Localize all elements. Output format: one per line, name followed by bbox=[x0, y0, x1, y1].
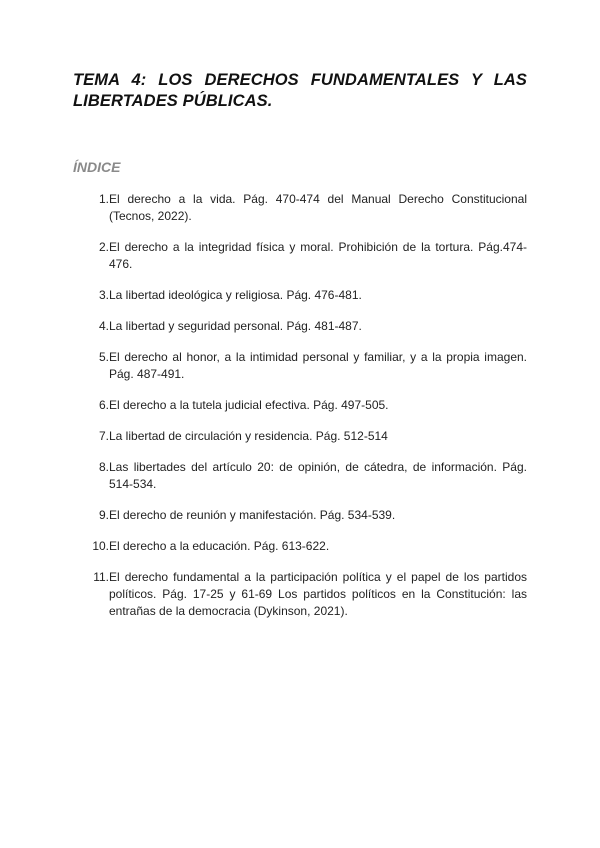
toc-item-number: 2. bbox=[98, 240, 109, 254]
toc-item-number: 4. bbox=[98, 319, 109, 333]
toc-item-text: El derecho a la educación. Pág. 613-622. bbox=[109, 539, 330, 553]
toc-item-number: 11. bbox=[93, 570, 109, 584]
document-page bbox=[73, 70, 527, 634]
toc-item bbox=[73, 507, 527, 524]
index-heading: ÍNDICE bbox=[73, 159, 121, 175]
toc-item-text: El derecho fundamental a la participación política y el papel de los partidos políticos. Pág. 17-25 y 61-69 Los partidos políticos en la Constitución: las entrañas de la democracia (Dykinson, 2021). bbox=[109, 570, 527, 618]
toc-item bbox=[73, 569, 527, 620]
toc-item bbox=[73, 191, 527, 225]
table-of-contents bbox=[73, 191, 527, 620]
toc-item bbox=[73, 397, 527, 414]
toc-item bbox=[73, 287, 527, 304]
toc-item-number: 1. bbox=[98, 192, 109, 206]
document-title: TEMA 4: LOS DERECHOS FUNDAMENTALES Y LAS LIBERTADES PÚBLICAS. bbox=[73, 71, 527, 110]
toc-item-text: La libertad ideológica y religiosa. Pág. 476-481. bbox=[109, 288, 362, 302]
toc-item bbox=[73, 239, 527, 273]
toc-item-text: La libertad de circulación y residencia. Pág. 512-514 bbox=[109, 429, 388, 443]
toc-item bbox=[73, 459, 527, 493]
toc-item-text: La libertad y seguridad personal. Pág. 481-487. bbox=[109, 319, 362, 333]
toc-item-number: 3. bbox=[98, 288, 109, 302]
toc-item-number: 9. bbox=[98, 508, 109, 522]
toc-item-text: Las libertades del artículo 20: de opinión, de cátedra, de información. Pág. 514-534. bbox=[109, 460, 527, 491]
toc-item-number: 10. bbox=[92, 539, 109, 553]
toc-item bbox=[73, 538, 527, 555]
toc-item bbox=[73, 349, 527, 383]
toc-item-number: 5. bbox=[98, 350, 109, 364]
toc-item-text: El derecho a la tutela judicial efectiva. Pág. 497-505. bbox=[109, 398, 389, 412]
toc-item-number: 8. bbox=[98, 460, 109, 474]
toc-item-text: El derecho al honor, a la intimidad personal y familiar, y a la propia imagen. Pág. 487-491. bbox=[109, 350, 527, 381]
toc-item-number: 6. bbox=[98, 398, 109, 412]
toc-item bbox=[73, 428, 527, 445]
toc-item-text: El derecho a la vida. Pág. 470-474 del Manual Derecho Constitucional (Tecnos, 2022). bbox=[109, 192, 527, 223]
toc-item-number: 7. bbox=[98, 429, 109, 443]
toc-item-text: El derecho a la integridad física y moral. Prohibición de la tortura. Pág.474-476. bbox=[109, 240, 527, 271]
toc-item bbox=[73, 318, 527, 335]
toc-item-text: El derecho de reunión y manifestación. Pág. 534-539. bbox=[109, 508, 396, 522]
